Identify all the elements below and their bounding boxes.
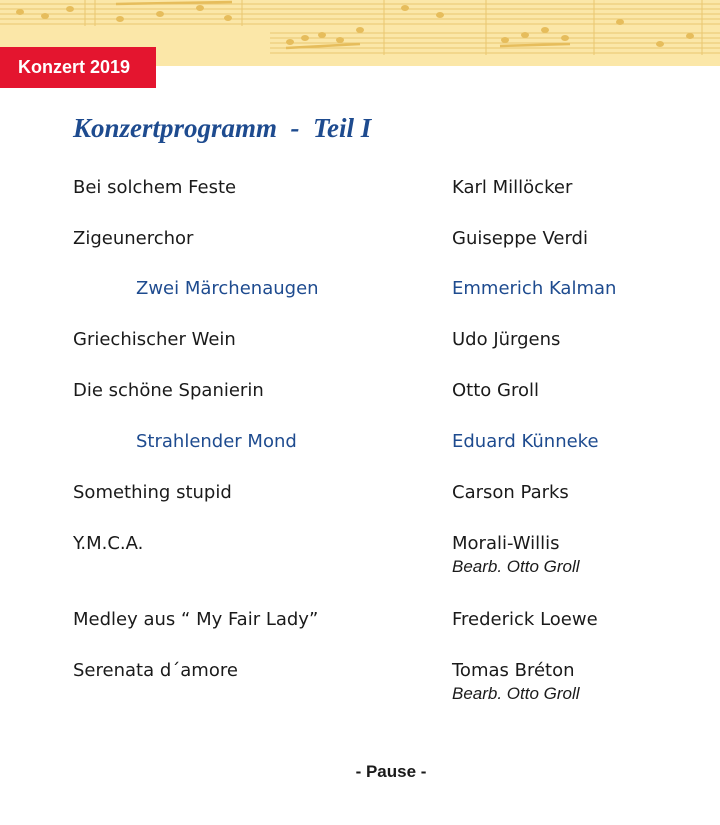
program-item — [0, 608, 720, 638]
composer-name: Karl Millöcker — [452, 177, 573, 198]
piece-title: Medley aus “ My Fair Lady” — [73, 609, 319, 630]
composer-name: Tomas Bréton — [452, 660, 575, 681]
composer-name: Guiseppe Verdi — [452, 228, 588, 249]
program-item — [0, 277, 720, 307]
piece-title: Serenata d´amore — [73, 660, 238, 681]
program-item — [0, 379, 720, 409]
piece-title: Y.M.C.A. — [73, 533, 144, 554]
piece-title: Strahlender Mond — [136, 431, 297, 452]
page-title: Konzertprogramm - Teil I — [73, 113, 372, 143]
intermission-label: - Pause - — [355, 762, 427, 781]
program-item — [0, 430, 720, 460]
piece-title: Die schöne Spanierin — [73, 380, 264, 401]
piece-title: Zigeunerchor — [73, 228, 194, 249]
program-item — [0, 227, 720, 257]
piece-title: Bei solchem Feste — [73, 177, 237, 198]
program-item — [0, 532, 720, 588]
composer-name: Morali-Willis — [452, 533, 560, 554]
piece-title: Something stupid — [73, 482, 232, 503]
arrangement-note: Bearb. Otto Groll — [452, 557, 580, 576]
program-item — [0, 659, 720, 715]
program-item — [0, 481, 720, 511]
composer-name: Carson Parks — [452, 482, 569, 503]
concert-year-badge: Konzert 2019 — [0, 47, 156, 88]
composer-name: Eduard Künneke — [452, 431, 599, 452]
program-item — [0, 176, 720, 206]
piece-title: Griechischer Wein — [73, 329, 236, 350]
composer-name: Udo Jürgens — [452, 329, 561, 350]
program-item — [0, 328, 720, 358]
composer-name: Frederick Loewe — [452, 609, 598, 630]
composer-name: Otto Groll — [452, 380, 539, 401]
composer-name: Emmerich Kalman — [452, 278, 617, 299]
arrangement-note: Bearb. Otto Groll — [452, 684, 580, 703]
piece-title: Zwei Märchenaugen — [136, 278, 319, 299]
